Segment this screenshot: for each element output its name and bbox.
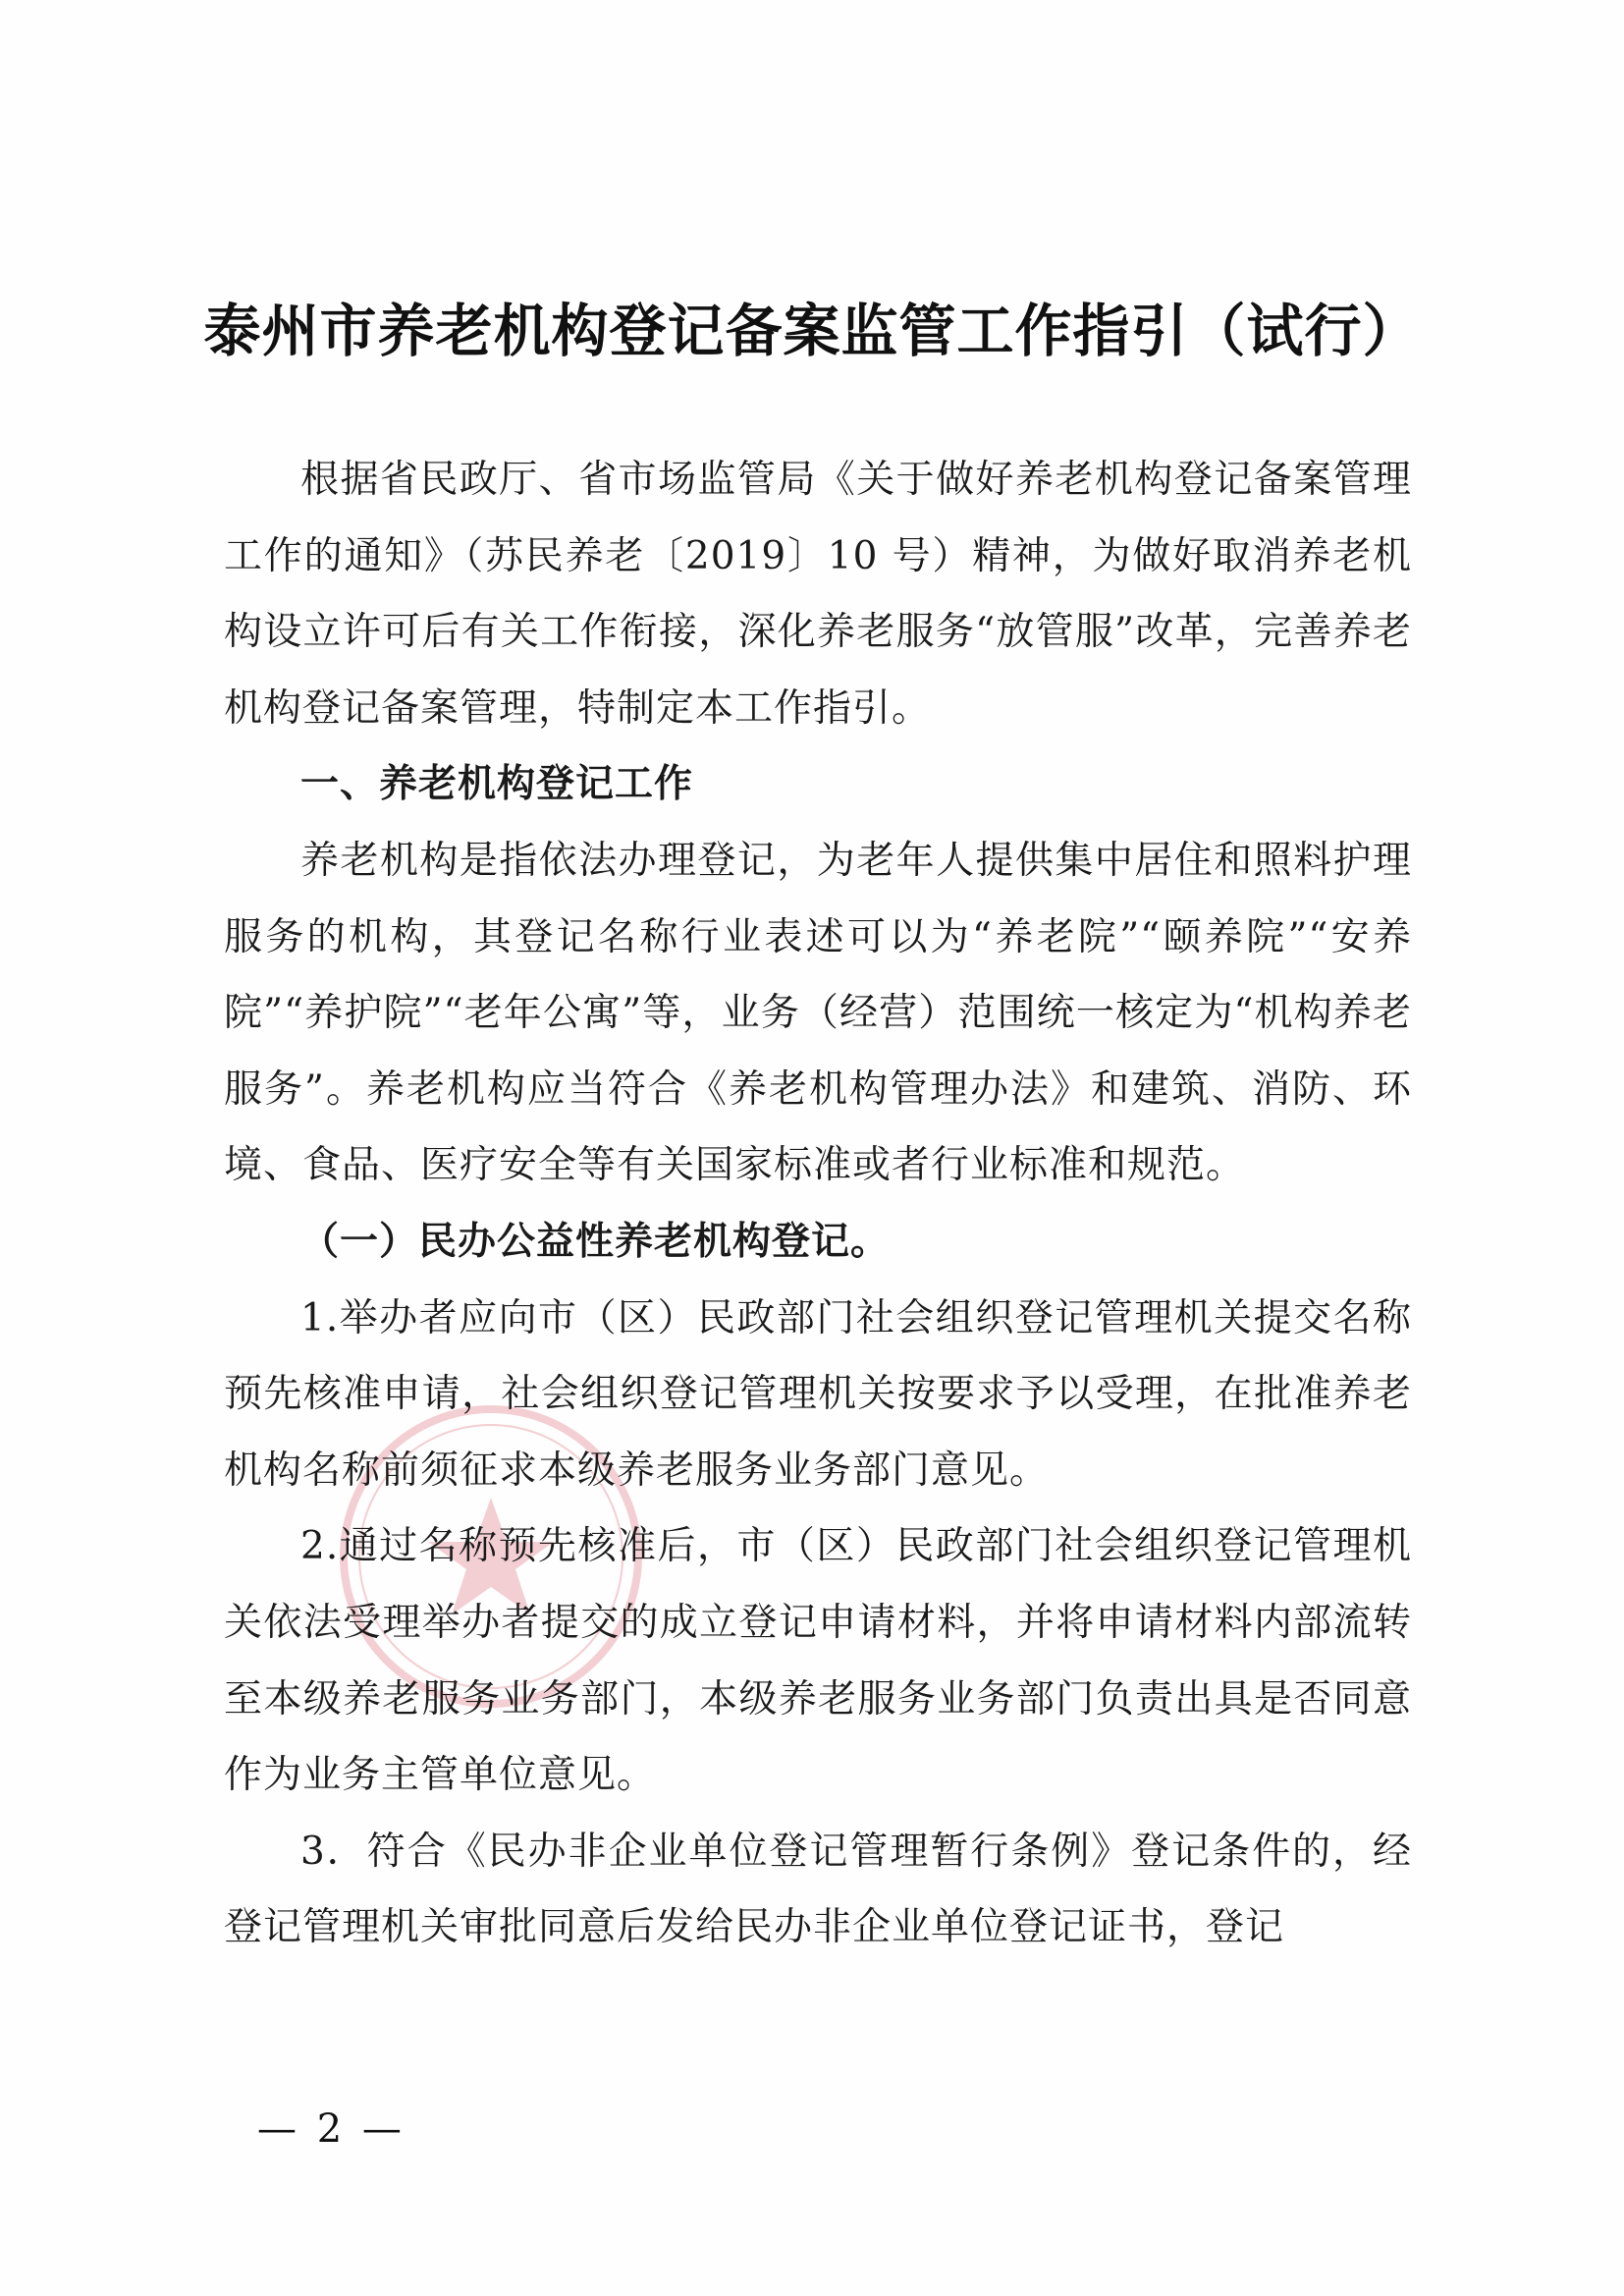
paragraph-item-1: 1.举办者应向市（区）民政部门社会组织登记管理机关提交名称预先核准申请，社会组织登记管理机关按要求予以受理，在批准养老机构名称前须征求本级养老服务业务部门意见。: [224, 1295, 1412, 1493]
paragraph-item-3: 3．符合《民办非企业单位登记管理暂行条例》登记条件的，经登记管理机关审批同意后发给民办非企业单位登记证书，登记: [224, 1829, 1412, 1950]
document-title: 泰州市养老机构登记备案监管工作指引（试行）: [203, 298, 1421, 364]
section-heading: 一、养老机构登记工作: [300, 762, 694, 807]
paragraph-intro: 根据省民政厅、省市场监管局《关于做好养老机构登记备案管理工作的通知》（苏民养老〔2019〕10 号）精神，为做好取消养老机构设立许可后有关工作衔接，深化养老服务“放管服”改革，完善养老机构登记备案管理，特制定本工作指引。: [224, 458, 1412, 731]
paragraph-definition: 养老机构是指依法办理登记，为老年人提供集中居住和照料护理服务的机构，其登记名称行业表述可以为“养老院”“颐养院”“安养院”“养护院”“老年公寓”等，业务（经营）范围统一核定为“机构养老服务”。养老机构应当符合《养老机构管理办法》和建筑、消防、环境、食品、医疗安全等有关国家标准或者行业标准和规范。: [224, 838, 1412, 1188]
document-body: [224, 442, 1412, 1966]
page-number: — 2 —: [257, 2106, 406, 2152]
paragraph-item-2: 2.通过名称预先核准后，市（区）民政部门社会组织登记管理机关依法受理举办者提交的成立登记申请材料，并将申请材料内部流转至本级养老服务业务部门，本级养老服务业务部门负责出具是否同意作为业务主管单位意见。: [224, 1524, 1412, 1798]
subsection-heading: （一）民办公益性养老机构登记。: [300, 1218, 891, 1264]
